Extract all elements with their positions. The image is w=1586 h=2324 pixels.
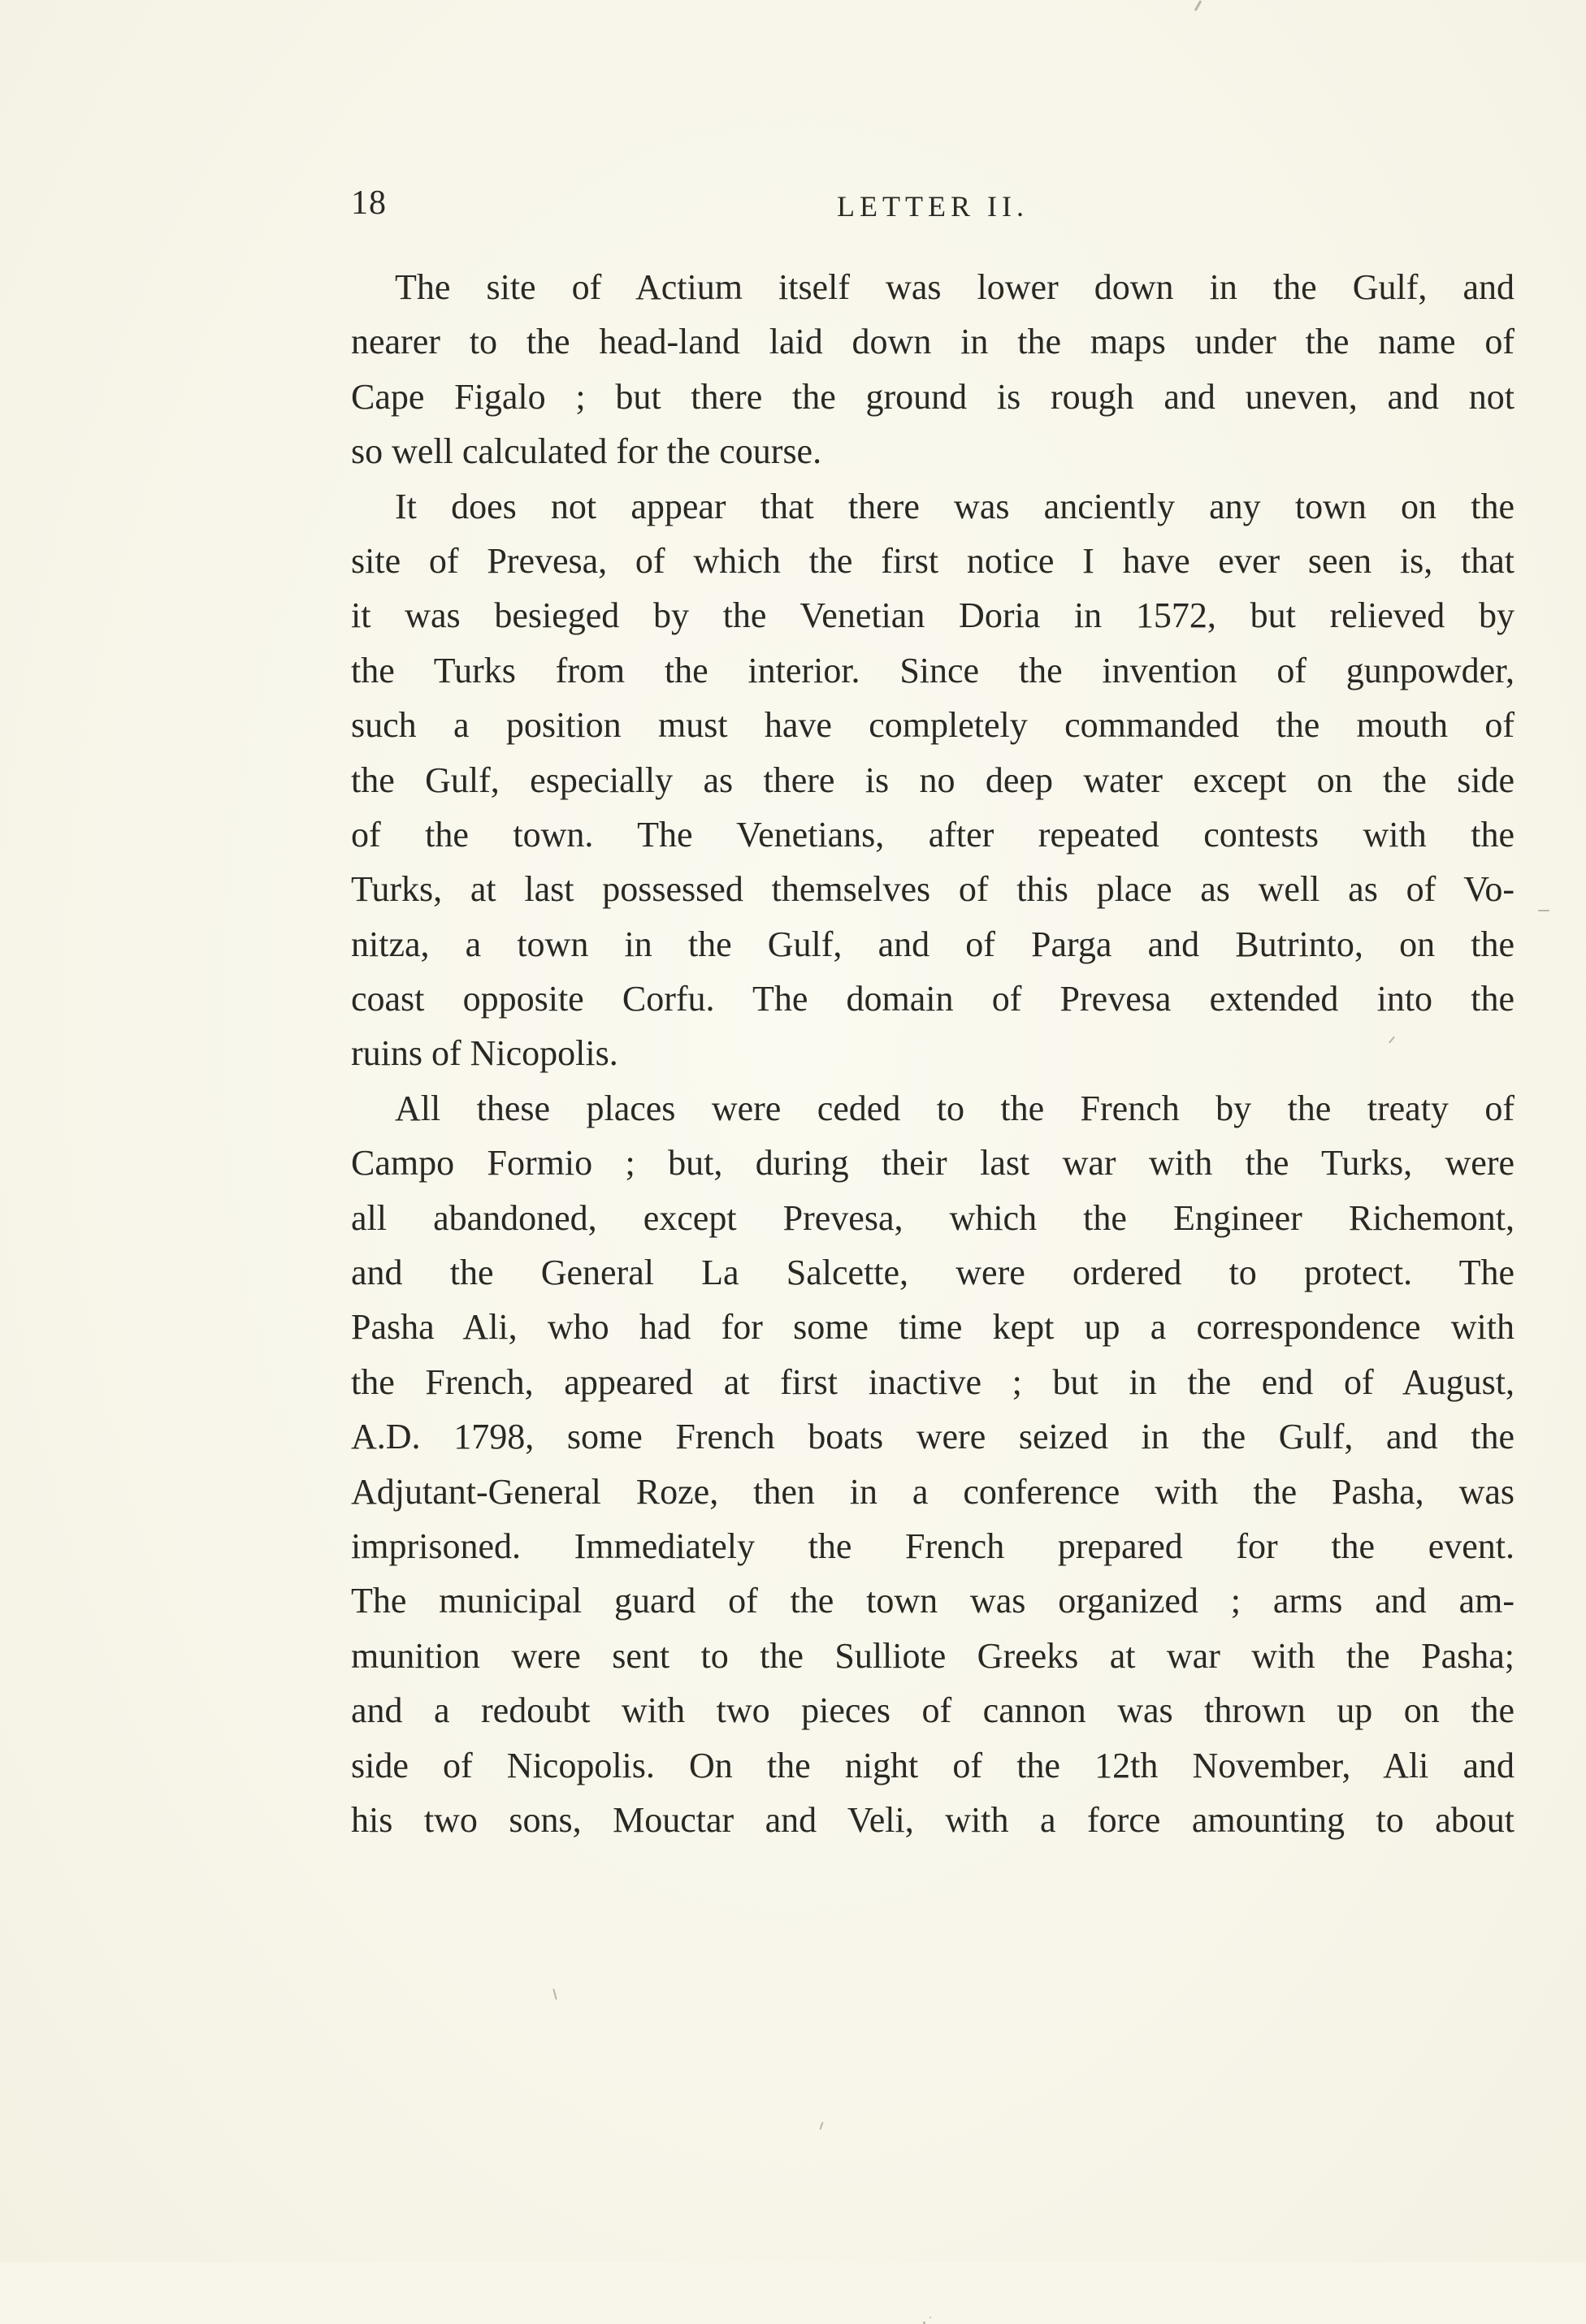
text-line: Turks, at last possessed themselves of this place as well as of Vo- <box>351 869 1514 910</box>
text-line: all abandoned, except Prevesa, which the Engineer Richemont, <box>351 1197 1514 1238</box>
paper-speck <box>1538 910 1549 911</box>
paper-speck <box>819 2122 823 2130</box>
text-line: It does not appear that there was anciently any town on the <box>395 486 1514 526</box>
text-line: Adjutant-General Roze, then in a conference with the Pasha, was <box>351 1471 1514 1512</box>
text-line: nitza, a town in the Gulf, and of Parga and Butrinto, on the <box>351 924 1514 964</box>
text-line: and the General La Salcette, were ordered to protect. The <box>351 1253 1514 1293</box>
text-line: and a redoubt with two pieces of cannon was thrown up on the <box>351 1690 1514 1731</box>
text-line: site of Prevesa, of which the first notice I have ever seen is, that <box>351 540 1514 581</box>
text-line: A.D. 1798, some French boats were seized in the Gulf, and the <box>351 1417 1514 1457</box>
text-line: munition were sent to the Sulliote Greeks at war with the Pasha; <box>351 1635 1514 1676</box>
text-line: imprisoned. Immediately the French prepared for the event. <box>351 1526 1514 1566</box>
paper-speck <box>552 1989 557 2000</box>
running-head: LETTER II. <box>837 190 1029 223</box>
page-number: 18 <box>351 184 387 222</box>
paper-speck <box>930 2317 931 2318</box>
text-line: nearer to the head-land laid down in the maps under the name of <box>351 322 1514 362</box>
text-line: such a position must have completely commanded the mouth of <box>351 705 1514 746</box>
paper-speck <box>1194 0 1202 11</box>
text-line: so well calculated for the course. <box>351 431 822 472</box>
text-line: the French, appeared at first inactive ; but in the end of August, <box>351 1361 1514 1402</box>
text-line: of the town. The Venetians, after repeated contests with the <box>351 814 1514 855</box>
text-line: ruins of Nicopolis. <box>351 1033 618 1074</box>
text-line: his two sons, Mouctar and Veli, with a force amounting to about <box>351 1799 1514 1840</box>
text-line: Cape Figalo ; but there the ground is rough and uneven, and not <box>351 376 1514 417</box>
page-header <box>351 180 1514 226</box>
text-line: Campo Formio ; but, during their last war with the Turks, were <box>351 1143 1514 1184</box>
text-line: All these places were ceded to the French by the treaty of <box>395 1088 1514 1128</box>
text-line: the Turks from the interior. Since the invention of gunpowder, <box>351 650 1514 690</box>
text-line: Pasha Ali, who had for some time kept up a correspondence with <box>351 1307 1514 1348</box>
text-line: The municipal guard of the town was organized ; arms and am- <box>351 1581 1514 1621</box>
text-line: coast opposite Corfu. The domain of Prevesa extended into the <box>351 979 1514 1019</box>
text-line: it was besieged by the Venetian Doria in 1572, but relieved by <box>351 595 1514 636</box>
text-line: side of Nicopolis. On the night of the 12th November, Ali and <box>351 1745 1514 1785</box>
body-text <box>351 260 1514 1847</box>
text-line: The site of Actium itself was lower down in the Gulf, and <box>395 267 1514 307</box>
text-line: the Gulf, especially as there is no deep water except on the side <box>351 760 1514 800</box>
